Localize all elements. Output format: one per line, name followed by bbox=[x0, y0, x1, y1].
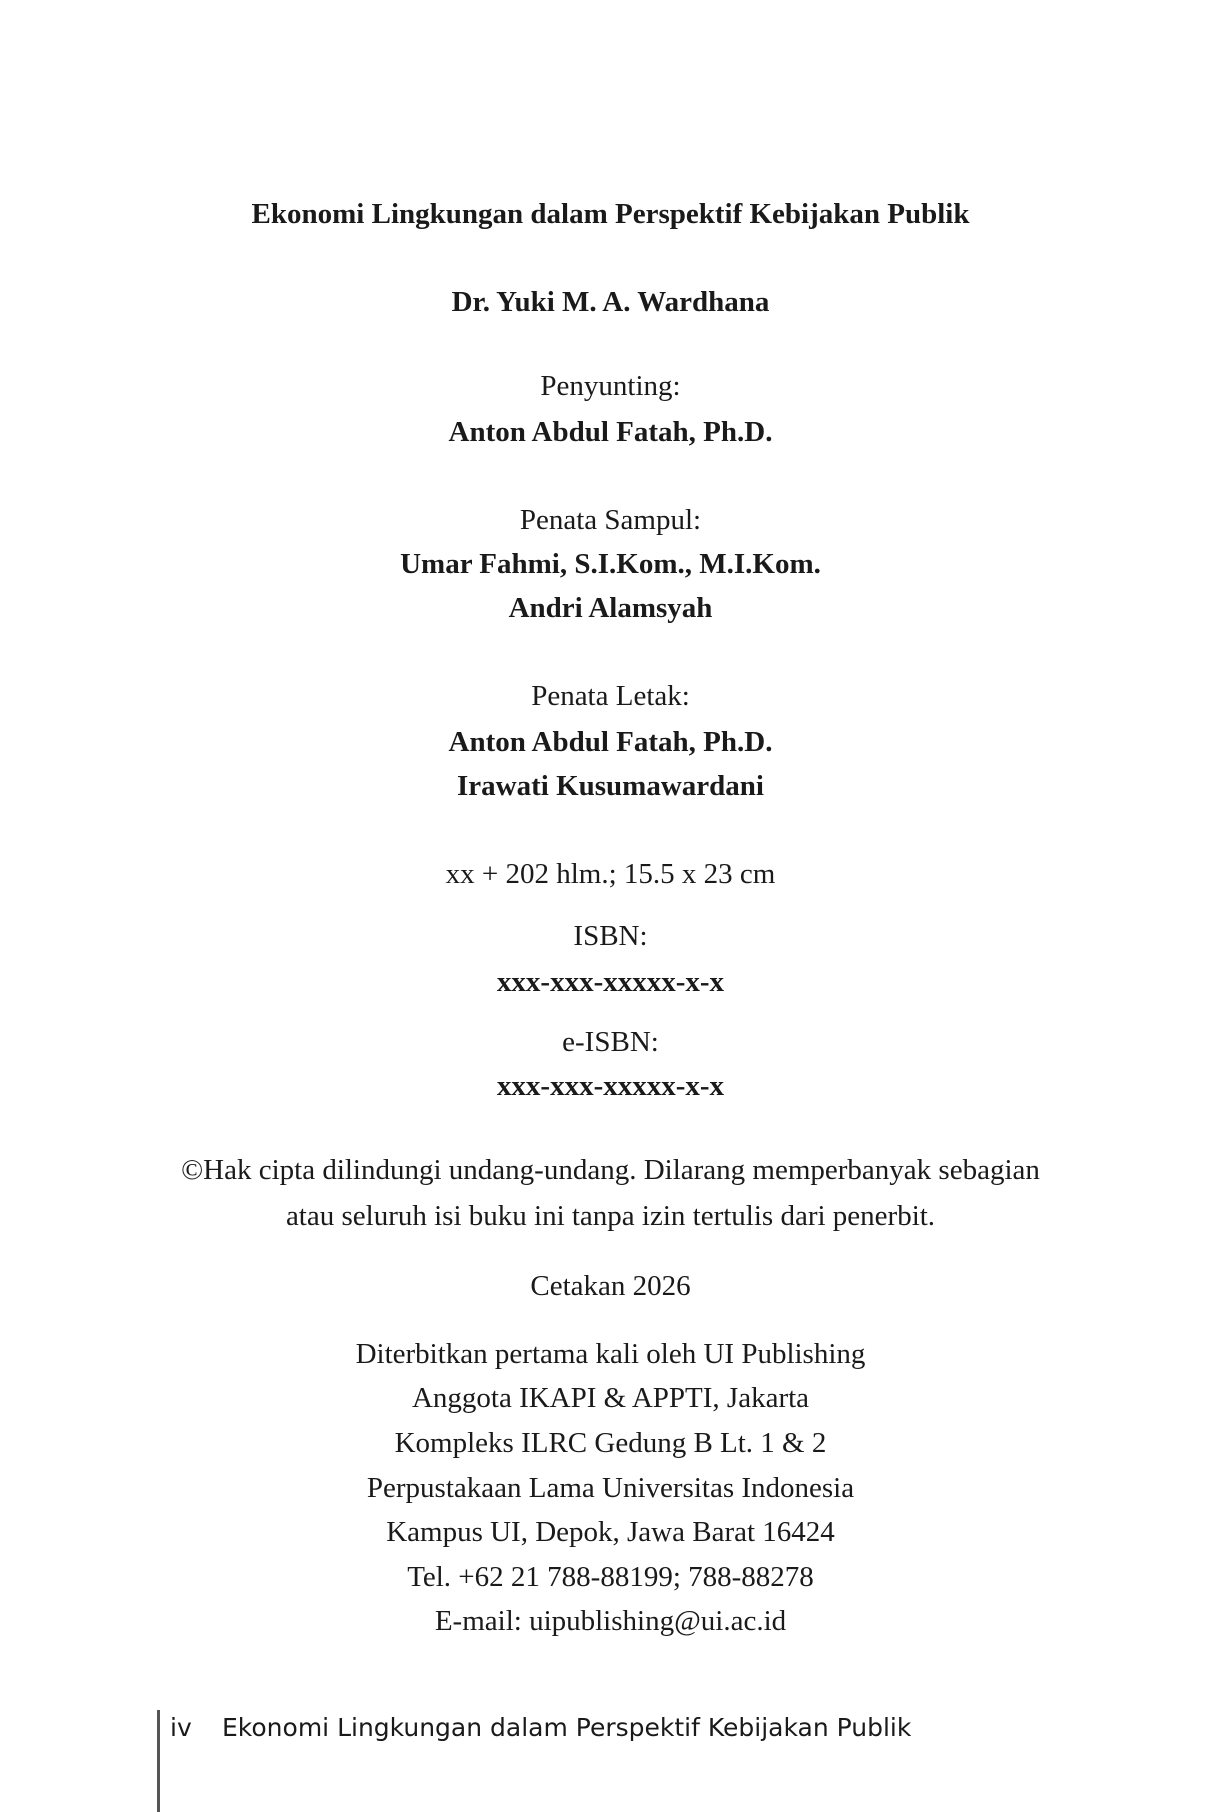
page-number: iv bbox=[170, 1713, 192, 1742]
cover-designer-name: Andri Alamsyah bbox=[508, 592, 713, 624]
publisher-line: Perpustakaan Lama Universitas Indonesia bbox=[366, 1472, 855, 1504]
eisbn-label: e-ISBN: bbox=[562, 1026, 659, 1058]
copyright-notice-line: atau seluruh isi buku ini tanpa izin tertulis dari penerbit. bbox=[285, 1200, 936, 1232]
copyright-notice-line: ©Hak cipta dilindungi undang-undang. Dilarang memperbanyak sebagian bbox=[181, 1154, 1040, 1186]
isbn-value: xxx-xxx-xxxxx-x-x bbox=[496, 966, 725, 998]
layout-designer-label: Penata Letak: bbox=[531, 680, 690, 712]
publisher-email: E-mail: uipublishing@ui.ac.id bbox=[434, 1605, 787, 1637]
cover-designer-label: Penata Sampul: bbox=[519, 504, 702, 536]
publisher-line: Anggota IKAPI & APPTI, Jakarta bbox=[411, 1382, 810, 1414]
author-name: Dr. Yuki M. A. Wardhana bbox=[451, 286, 770, 318]
footer-text bbox=[170, 1710, 911, 1746]
layout-designer-name: Irawati Kusumawardani bbox=[457, 770, 764, 802]
editor-label: Penyunting: bbox=[540, 370, 681, 402]
editor-name: Anton Abdul Fatah, Ph.D. bbox=[448, 416, 773, 448]
publisher-line: Kampus UI, Depok, Jawa Barat 16424 bbox=[386, 1516, 835, 1548]
publisher-line: Kompleks ILRC Gedung B Lt. 1 & 2 bbox=[394, 1427, 827, 1459]
publisher-line: Tel. +62 21 788-88199; 788-88278 bbox=[407, 1561, 814, 1593]
eisbn-value: xxx-xxx-xxxxx-x-x bbox=[496, 1070, 725, 1102]
isbn-label: ISBN: bbox=[573, 920, 648, 952]
cover-designer-name: Umar Fahmi, S.I.Kom., M.I.Kom. bbox=[400, 548, 821, 580]
running-title: Ekonomi Lingkungan dalam Perspektif Kebijakan Publik bbox=[222, 1713, 912, 1742]
book-title: Ekonomi Lingkungan dalam Perspektif Kebijakan Publik bbox=[251, 198, 970, 230]
printing-edition: Cetakan 2026 bbox=[530, 1270, 691, 1302]
page-footer bbox=[157, 1710, 912, 1812]
physical-description: xx + 202 hlm.; 15.5 x 23 cm bbox=[445, 858, 776, 890]
publisher-line: Diterbitkan pertama kali oleh UI Publishing bbox=[355, 1338, 866, 1370]
layout-designer-name: Anton Abdul Fatah, Ph.D. bbox=[448, 726, 773, 758]
